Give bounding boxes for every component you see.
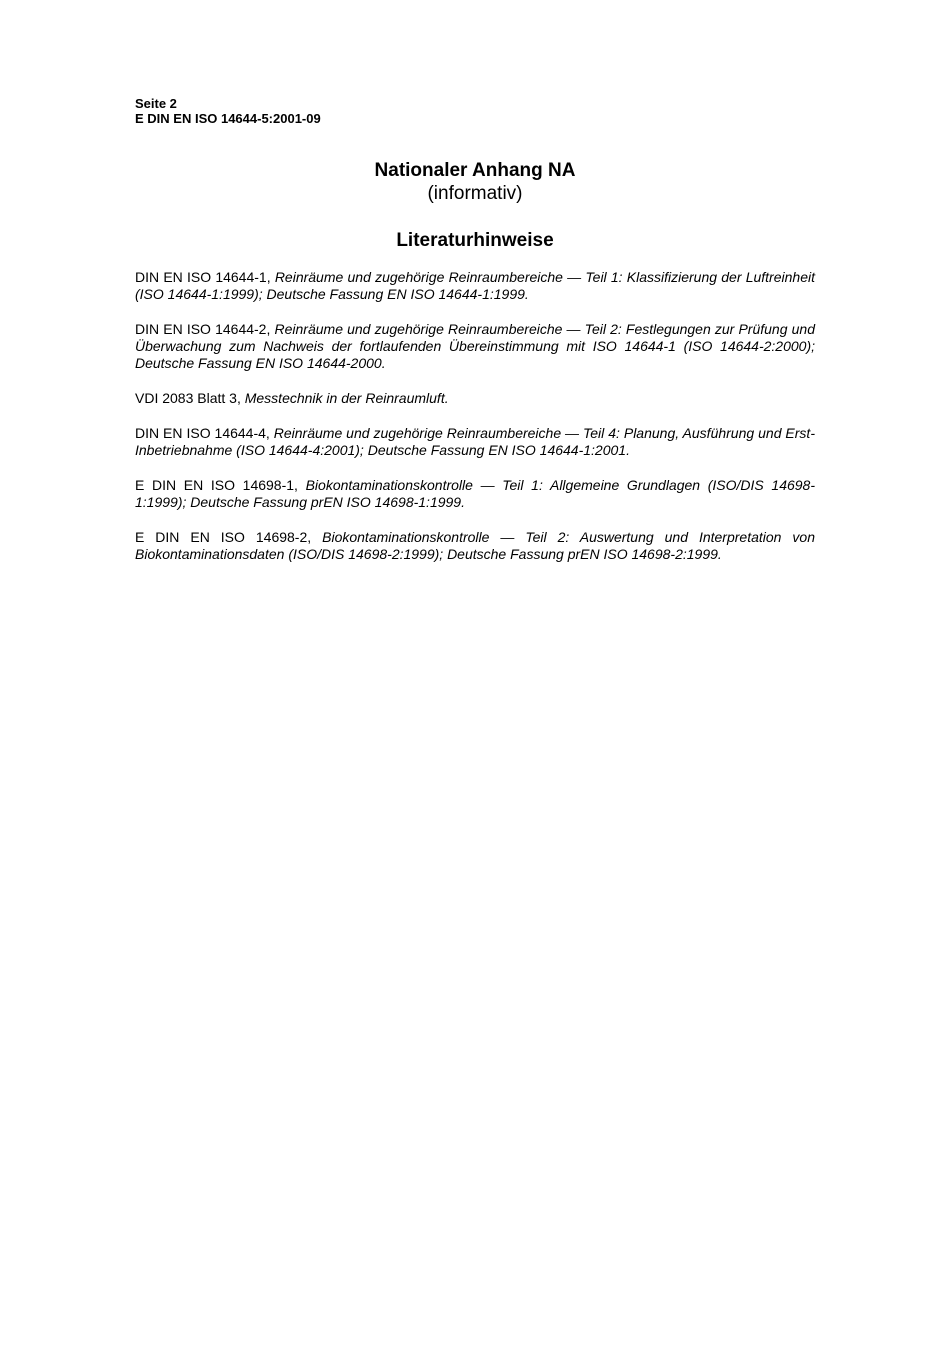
reference-item	[135, 425, 815, 459]
reference-item	[135, 390, 815, 407]
reference-designation: DIN EN ISO 14644-2,	[135, 321, 275, 337]
reference-title: Messtechnik in der Reinraumluft.	[244, 390, 449, 406]
section-heading: Literaturhinweise	[396, 230, 554, 251]
annex-title: Nationaler Anhang NA	[374, 160, 576, 181]
page-number: Seite 2	[135, 96, 177, 111]
page-header	[135, 96, 321, 126]
annex-subtitle: (informativ)	[427, 183, 523, 204]
document-id: E DIN EN ISO 14644-5:2001-09	[135, 111, 321, 126]
reference-list	[135, 269, 815, 581]
reference-designation: E DIN EN ISO 14698-2,	[135, 529, 323, 545]
reference-item	[135, 529, 815, 563]
reference-designation: DIN EN ISO 14644-1,	[135, 269, 275, 285]
reference-title: Reinräume und zugehörige Reinraumbereiche — Teil 4: Planung, Ausführung und Erst-Inbetriebnahme (ISO 14644-4:2001); Deutsche Fassung EN ISO 14644-1:2001.	[135, 425, 815, 458]
reference-title: Biokontaminationskontrolle — Teil 2: Auswertung und Interpretation von Biokontaminationsdaten (ISO/DIS 14698-2:1999); Deutsche Fassung prEN ISO 14698-2:1999.	[135, 529, 815, 562]
reference-title: Biokontaminationskontrolle — Teil 1: Allgemeine Grundlagen (ISO/DIS 14698-1:1999); Deutsche Fassung prEN ISO 14698-1:1999.	[135, 477, 815, 510]
reference-designation: DIN EN ISO 14644-4,	[135, 425, 274, 441]
reference-item	[135, 477, 815, 511]
reference-item	[135, 321, 815, 372]
reference-designation: E DIN EN ISO 14698-1,	[135, 477, 306, 493]
reference-title: Reinräume und zugehörige Reinraumbereiche — Teil 2: Festlegungen zur Prüfung und Überwachung zum Nachweis der fortlaufenden Übereinstimmung mit ISO 14644-1 (ISO 14644-2:2000); Deutsche Fassung EN ISO 14644-2000.	[135, 321, 815, 371]
reference-item	[135, 269, 815, 303]
reference-designation: VDI 2083 Blatt 3,	[135, 390, 245, 406]
reference-title: Reinräume und zugehörige Reinraumbereiche — Teil 1: Klassifizierung der Luftreinheit (ISO 14644-1:1999); Deutsche Fassung EN ISO 14644-1:1999.	[135, 269, 815, 302]
